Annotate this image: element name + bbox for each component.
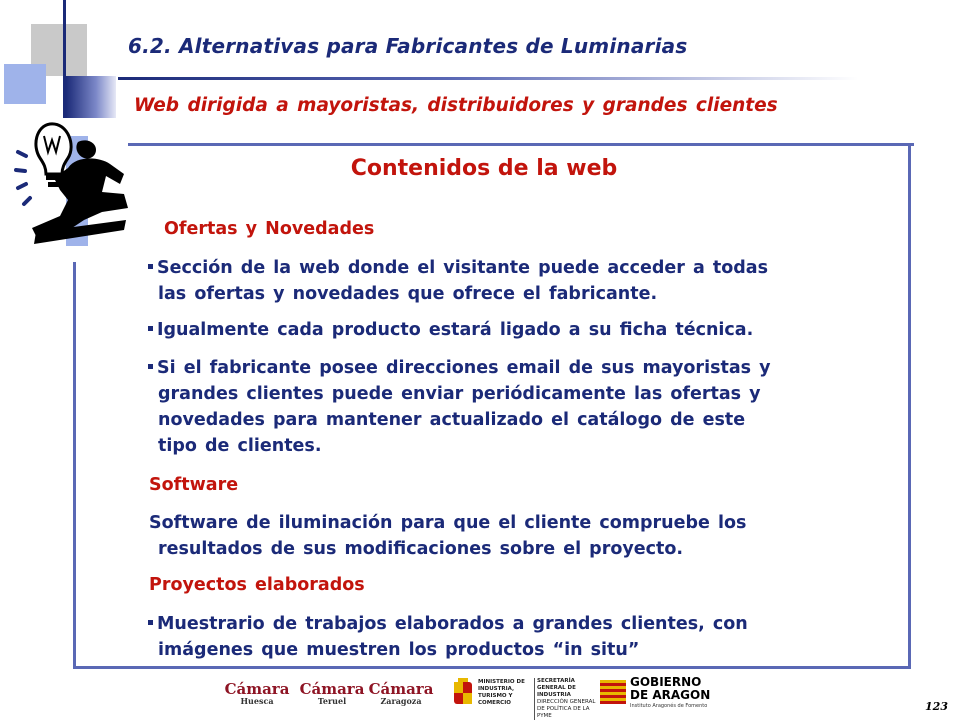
logo-camara-zaragoza: Cámara Zaragoza: [368, 680, 434, 706]
bullet-icon: [148, 364, 153, 369]
projects-bullet-1-line-1: Muestrario de trabajos elaborados a grandes clientes, con: [148, 614, 748, 634]
aragon-text: [630, 676, 710, 702]
offers-bullet-3-line-4: tipo de clientes.: [158, 436, 322, 456]
section-title: 6.2. Alternativas para Fabricantes de Luminarias: [128, 34, 688, 58]
aragon-line-1: GOBIERNO: [630, 675, 702, 689]
offers-bullet-1-line-2: las ofertas y novedades que ofrece el fabricante.: [158, 284, 658, 304]
bullet-icon: [148, 620, 153, 625]
offers-bullet-3-line-3: novedades para mantener actualizado el catálogo de este: [158, 410, 746, 430]
heading-software: Software: [149, 475, 239, 495]
coat-of-arms-icon: [452, 678, 474, 706]
logo-ministerio: [452, 678, 596, 719]
aragon-flag-icon: [600, 680, 626, 704]
decor-vertical-line: [63, 0, 66, 118]
logo-camara-huesca: Cámara Huesca: [224, 680, 290, 706]
ministry-secretariat: [534, 678, 597, 720]
offers-bullet-3-line-1: Si el fabricante posee direcciones email de sus mayoristas y: [148, 358, 771, 378]
aragon-institute: Instituto Aragonés de Fomento: [630, 703, 708, 709]
aragon-line-2: DE ARAGON: [630, 688, 711, 702]
ministry-directorate-text: DIRECCIÓN GENERAL DE POLÍTICA DE LA PYME: [537, 699, 596, 719]
logo-camara-teruel: Cámara Teruel: [299, 680, 365, 706]
subtitle: Web dirigida a mayoristas, distribuidores y grandes clientes: [134, 95, 778, 116]
bullet-icon: [148, 264, 153, 269]
heading-offers: Ofertas y Novedades: [164, 219, 375, 239]
offers-bullet-3-line-2: grandes clientes puede enviar periódicamente las ofertas y: [158, 384, 761, 404]
bullet-icon: [148, 326, 153, 331]
title-underline: [118, 77, 858, 80]
logo-gobierno-aragon: [600, 676, 720, 710]
page-number: 123: [925, 700, 948, 713]
offers-bullet-1-line-1: Sección de la web donde el visitante puede acceder a todas: [148, 258, 768, 278]
heading-projects: Proyectos elaborados: [149, 575, 365, 595]
ministry-name: MINISTERIO DE INDUSTRIA, TURISMO Y COMERCIO: [478, 679, 525, 706]
ministry-secretariat-text: SECRETARÍA GENERAL DE INDUSTRIA: [537, 678, 576, 698]
software-line-1: Software de iluminación para que el cliente compruebe los: [149, 513, 747, 533]
software-line-2: resultados de sus modificaciones sobre el proyecto.: [158, 539, 684, 559]
offers-bullet-2-line-1: Igualmente cada producto estará ligado a su ficha técnica.: [148, 320, 753, 340]
content-box-title: Contenidos de la web: [350, 156, 618, 181]
projects-bullet-1-line-2: imágenes que muestren los productos “in situ”: [158, 640, 640, 660]
decor-square-lightblue: [4, 64, 46, 104]
